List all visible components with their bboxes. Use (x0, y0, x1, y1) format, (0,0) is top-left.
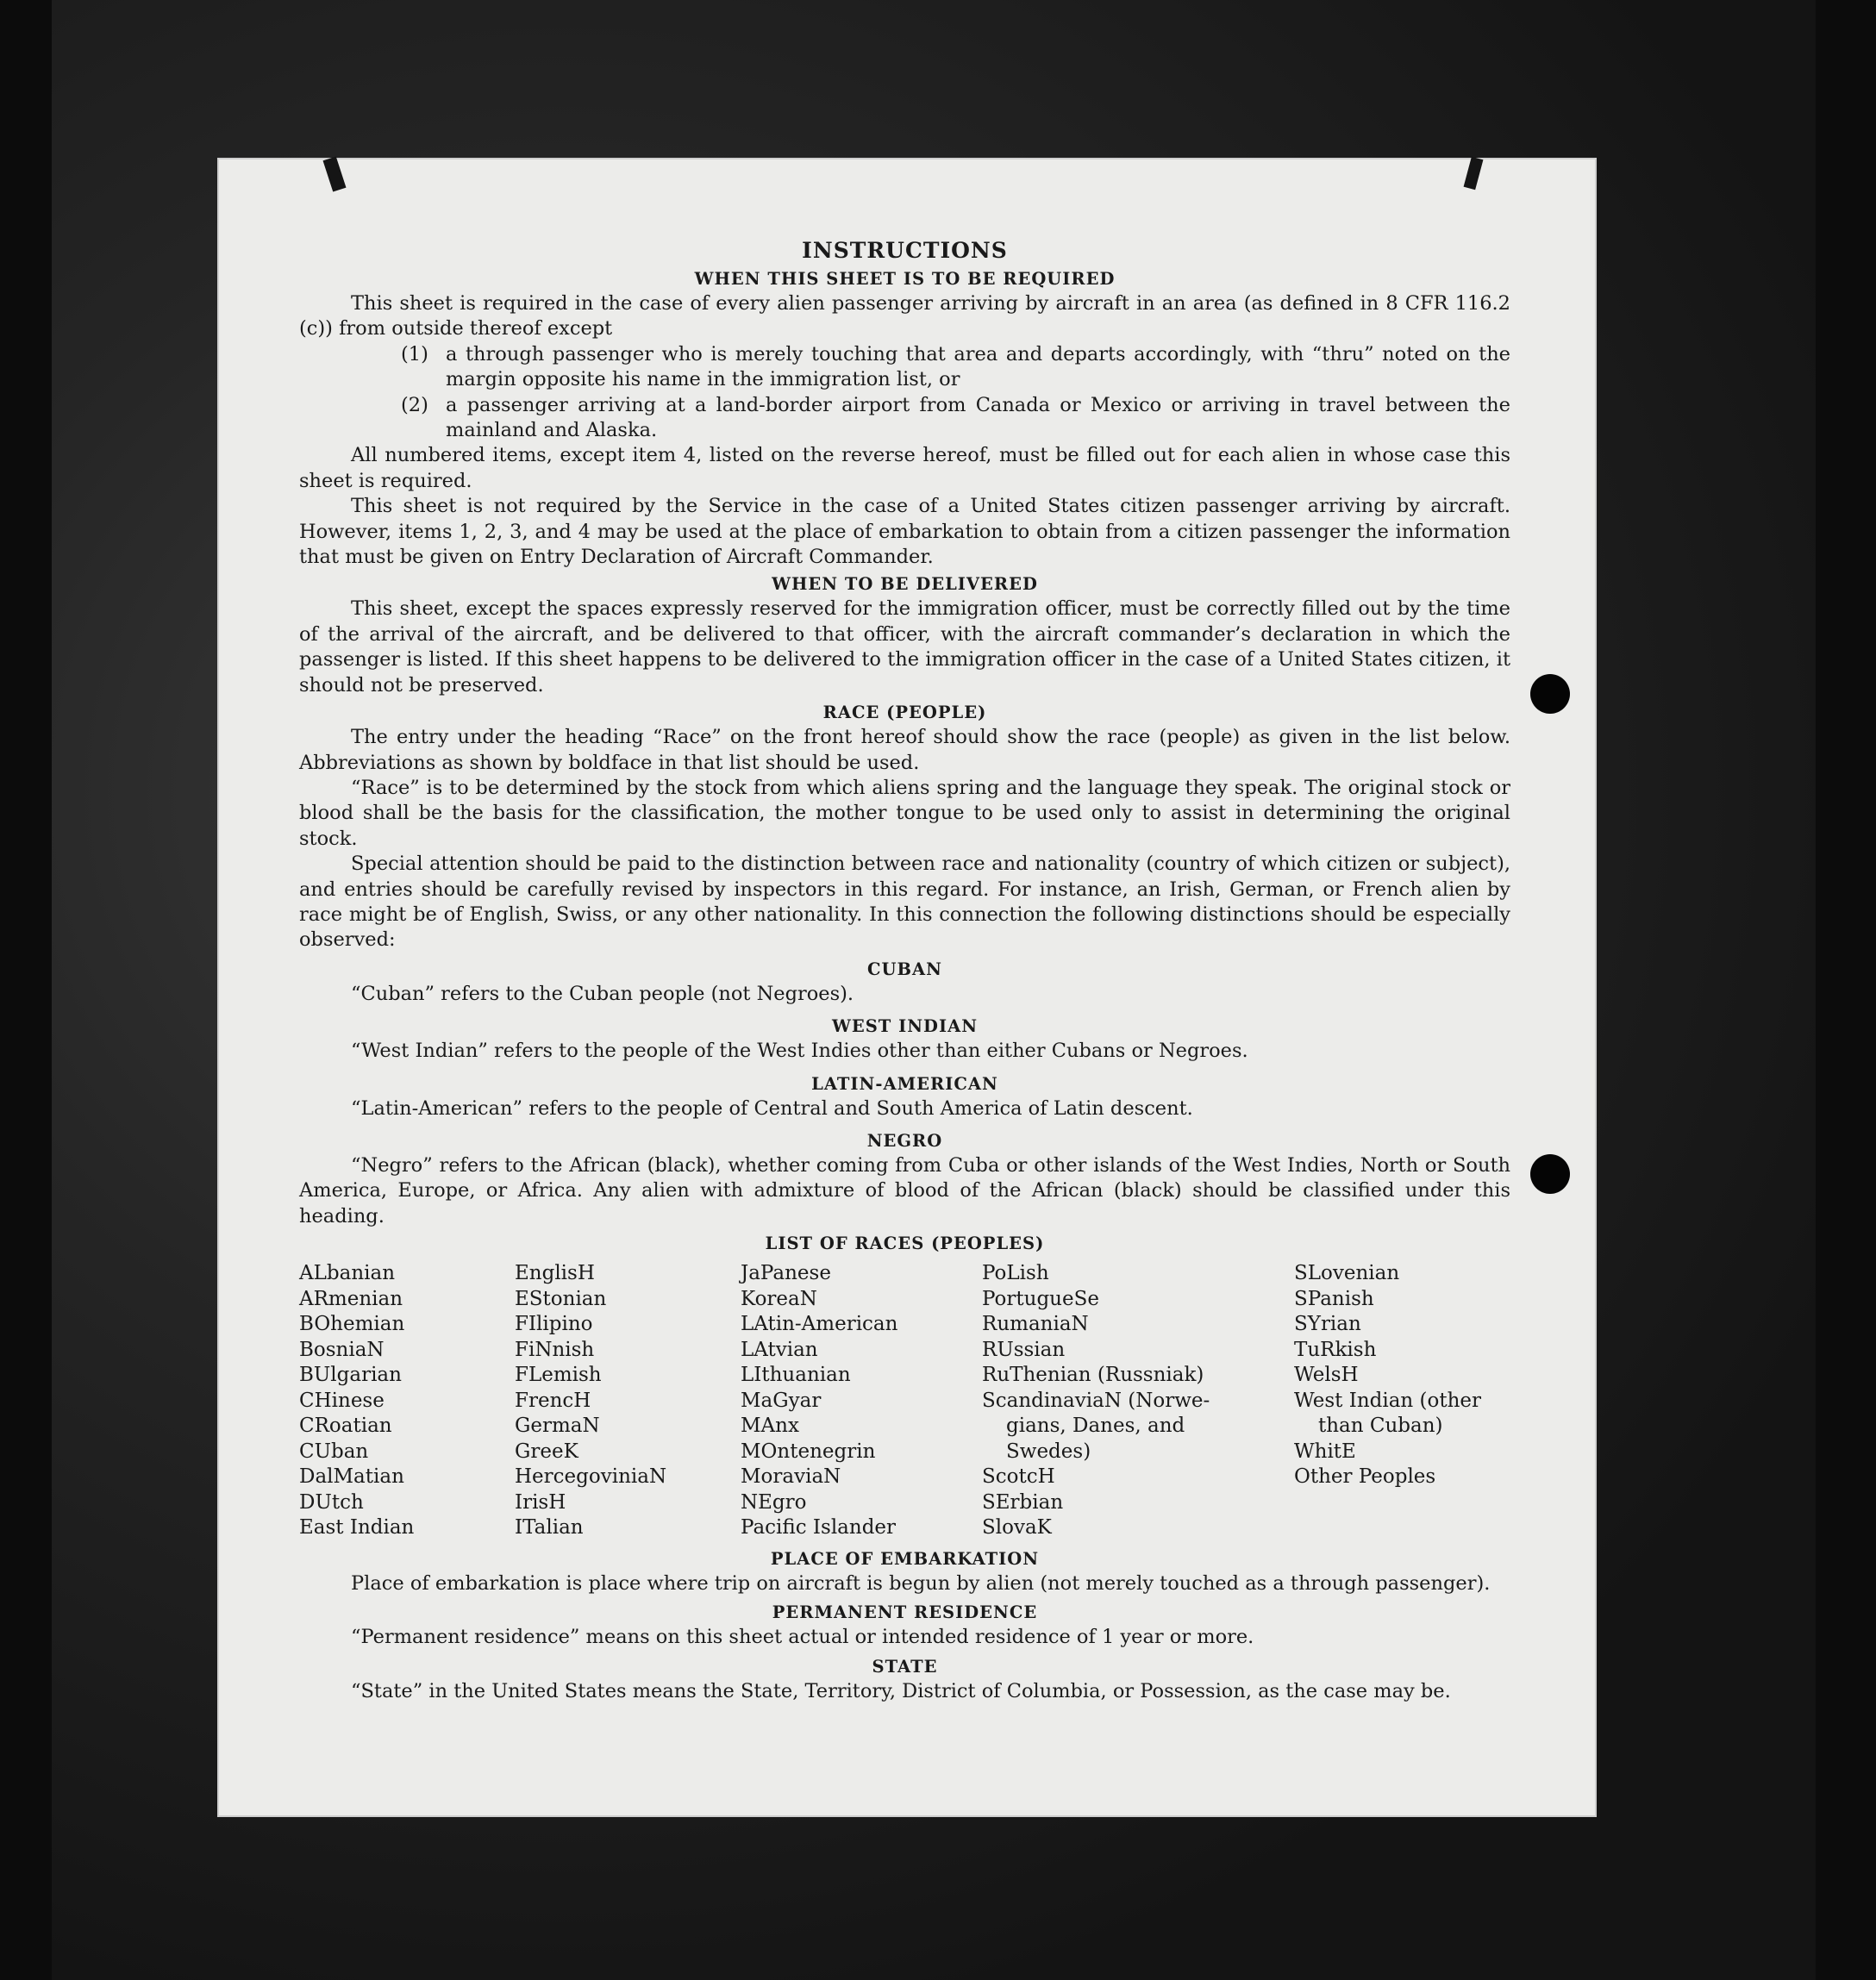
race-item: EnglisH (515, 1262, 595, 1285)
race-item: TuRkish (1294, 1338, 1377, 1361)
exception-item-1-text: a through passenger who is merely touching that area and departs accordingly, with “thru” noted on the margin opposite his name in the immigration list, or (446, 342, 1510, 391)
race-item-continued: gians, Danes, and (1006, 1415, 1185, 1438)
heading-negro: NEGRO (866, 1130, 943, 1151)
race-item: IrisH (515, 1490, 566, 1514)
heading-list-of-races: LIST OF RACES (PEOPLES) (765, 1234, 1045, 1254)
race-column-4 (982, 1261, 1294, 1541)
race-item: GreeK (515, 1440, 578, 1463)
staple-tear-left (323, 156, 347, 191)
para-race-2: “Race” is to be determined by the stock from which aliens spring and the language they speak. The original stock or blood shall be the basis for the classification, the mother tongue to be used only to assist in determining the original stock. (299, 776, 1510, 850)
para-negro: “Negro” refers to the African (black), whether coming from Cuba or other islands of the West Indies, North or South America, Europe, or Africa. Any alien with admixture of blood of the African (black) should be classified under this heading. (299, 1153, 1510, 1227)
race-item: DalMatian (299, 1465, 404, 1489)
race-item: ITalian (515, 1516, 584, 1540)
heading-embarkation: PLACE OF EMBARKATION (770, 1548, 1040, 1569)
race-item: SPanish (1294, 1287, 1374, 1310)
para-permanent-residence: “Permanent residence” means on this sheet actual or intended residence of 1 year or more. (351, 1626, 1254, 1649)
para-when-required-intro: This sheet is required in the case of every alien passenger arriving by aircraft in an area (as defined in 8 CFR 116.2 (c)) from outside thereof except (299, 292, 1510, 340)
heading-when-delivered: WHEN TO BE DELIVERED (772, 574, 1038, 595)
race-item: BUlgarian (299, 1364, 402, 1387)
race-item: ScotcH (982, 1465, 1055, 1489)
race-item: PoLish (982, 1262, 1049, 1285)
race-item: East Indian (299, 1516, 415, 1540)
race-item: SYrian (1294, 1313, 1361, 1336)
para-latin-american: “Latin-American” refers to the people of Central and South America of Latin descent. (351, 1096, 1193, 1120)
exception-item-1 (299, 342, 1510, 393)
race-column-5 (1294, 1261, 1510, 1541)
heading-race: RACE (PEOPLE) (822, 703, 987, 723)
race-item: SErbian (982, 1490, 1064, 1514)
exception-item-1-number: (1) (401, 342, 428, 365)
race-item: Pacific Islander (741, 1516, 897, 1540)
race-list-table (299, 1261, 1510, 1541)
heading-when-required: WHEN THIS SHEET IS TO BE REQUIRED (694, 269, 1116, 289)
race-item: RuThenian (Russniak) (982, 1364, 1204, 1387)
para-citizen-passenger: This sheet is not required by the Service in the case of a United States citizen passenger arriving by aircraft. However, items 1, 2, 3, and 4 may be used at the place of embarkation to obtain from a citizen passenger the information that must be given on Entry Declaration of Aircraft Commander. (299, 495, 1510, 569)
race-item: ScandinaviaN (Norwe- (982, 1389, 1210, 1412)
para-numbered-items: All numbered items, except item 4, listed on the reverse hereof, must be filled out for each alien in whose case this sheet is required. (299, 444, 1510, 492)
heading-state: STATE (872, 1656, 938, 1677)
race-item: KoreaN (741, 1287, 817, 1310)
para-race-3: Special attention should be paid to the distinction between race and nationality (country of which citizen or subject), and entries should be carefully revised by inspectors in this regard. For instance, an Irish, German, or French alien by race might be of English, Swiss, or any other nationality. In this connection the following distinctions should be especially observed: (299, 853, 1510, 952)
race-item: RumaniaN (982, 1313, 1089, 1336)
para-west-indian: “West Indian” refers to the people of the West Indies other than either Cubans or Negroes. (351, 1040, 1248, 1063)
race-item: CUban (299, 1440, 369, 1463)
race-column-2 (515, 1261, 741, 1541)
scan-edge-right (1816, 0, 1876, 1980)
race-item: CHinese (299, 1389, 385, 1412)
staple-tear-right (1464, 157, 1484, 190)
race-item: LIthuanian (741, 1364, 851, 1387)
race-item: BOhemian (299, 1313, 405, 1336)
race-item: MAnx (741, 1415, 799, 1438)
race-item: MaGyar (741, 1389, 822, 1412)
race-item: GermaN (515, 1415, 600, 1438)
page-title: INSTRUCTIONS (802, 238, 1008, 263)
heading-cuban: CUBAN (867, 959, 942, 979)
race-item: MOntenegrin (741, 1440, 876, 1463)
race-item: WelsH (1294, 1364, 1359, 1387)
race-item-continued: Swedes) (1006, 1440, 1091, 1463)
exception-item-2 (299, 393, 1510, 444)
race-item: NEgro (741, 1490, 807, 1514)
heading-permanent-residence: PERMANENT RESIDENCE (772, 1602, 1038, 1623)
race-item: BosniaN (299, 1338, 385, 1361)
document-sheet (217, 158, 1597, 1817)
race-column-1 (299, 1261, 515, 1541)
punch-hole-upper (1530, 674, 1570, 714)
para-embarkation: Place of embarkation is place where trip on aircraft is begun by alien (not merely touched as a through passenger). (351, 1571, 1491, 1595)
race-item: SLovenian (1294, 1262, 1400, 1285)
exception-item-2-number: (2) (401, 393, 428, 416)
race-item: SlovaK (982, 1516, 1052, 1540)
instructions-content (299, 237, 1510, 1704)
race-item: HercegoviniaN (515, 1465, 667, 1489)
race-item: LAtvian (741, 1338, 818, 1361)
race-item: EStonian (515, 1287, 607, 1310)
race-item: WhitE (1294, 1440, 1356, 1463)
para-when-delivered: This sheet, except the spaces expressly reserved for the immigration officer, must be correctly filled out by the time of the arrival of the aircraft, and be delivered to that officer, with the aircraft commander’s declaration in which the passenger is listed. If this sheet happens to be delivered to the immigration officer in the case of a United States citizen, it should not be preserved. (299, 597, 1510, 696)
race-item: DUtch (299, 1490, 364, 1514)
race-item: West Indian (other (1294, 1389, 1482, 1412)
exception-item-2-text: a passenger arriving at a land-border airport from Canada or Mexico or arriving in travel between the mainland and Alaska. (446, 393, 1510, 442)
race-item: FLemish (515, 1364, 602, 1387)
para-state: “State” in the United States means the State, Territory, District of Columbia, or Possession, as the case may be. (351, 1679, 1451, 1702)
race-item: FIlipino (515, 1313, 593, 1336)
heading-west-indian: WEST INDIAN (831, 1016, 979, 1037)
race-item: ALbanian (299, 1262, 396, 1285)
race-item: RUssian (982, 1338, 1066, 1361)
race-item: Other Peoples (1294, 1465, 1436, 1489)
race-item: PortugueSe (982, 1287, 1099, 1310)
scan-edge-left (0, 0, 52, 1980)
race-item-continued: than Cuban) (1318, 1415, 1443, 1438)
race-item: ARmenian (299, 1287, 403, 1310)
race-item: CRoatian (299, 1415, 392, 1438)
race-item: JaPanese (741, 1262, 831, 1285)
para-cuban: “Cuban” refers to the Cuban people (not Negroes). (351, 982, 854, 1005)
race-item: FrencH (515, 1389, 591, 1412)
race-column-3 (741, 1261, 982, 1541)
race-item: FiNnish (515, 1338, 595, 1361)
punch-hole-lower (1530, 1154, 1570, 1194)
heading-latin-american: LATIN-AMERICAN (811, 1073, 998, 1094)
para-race-1: The entry under the heading “Race” on the front hereof should show the race (people) as given in the list below. Abbreviations as shown by boldface in that list should be used. (299, 726, 1510, 774)
race-item: MoraviaN (741, 1465, 841, 1489)
race-item: LAtin-American (741, 1313, 898, 1336)
